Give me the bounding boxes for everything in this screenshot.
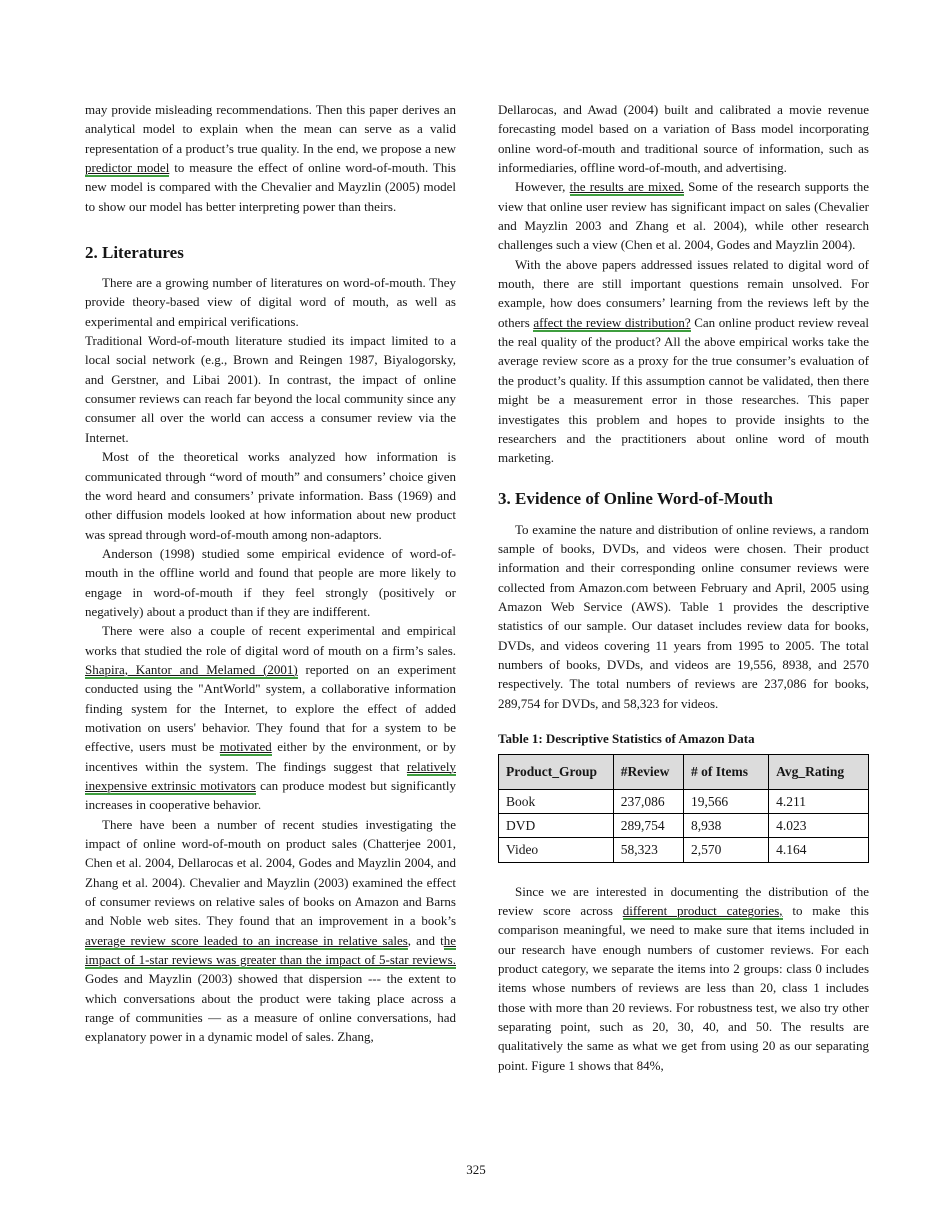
green-underline-phrase: average review score leaded to an increase in relative sales [85, 932, 408, 948]
green-underline-phrase: the results are mixed. [569, 179, 684, 195]
green-underline-phrase: different product categories, [622, 903, 783, 919]
table-header-cell: # of Items [683, 755, 768, 789]
paragraph [85, 100, 456, 216]
green-underline-phrase: he impact of 1-star reviews was greater than the impact of 5-star reviews. [85, 932, 456, 968]
paragraph [498, 177, 869, 254]
paragraph-text: There were also a couple of recent experimental and empirical works that studied the role of digital word of mouth on a firm’s sales. [85, 623, 456, 658]
paragraph-text: Since we are interested in documenting the distribution of the review score across [498, 883, 869, 919]
table-row [499, 838, 869, 862]
table-header-row [499, 755, 869, 789]
paragraph [85, 621, 456, 814]
paragraph: There are a growing number of literatures on word-of-mouth. They provide theory-based view of digital word of mouth, as well as experimental and empirical verifications. [85, 275, 456, 329]
paragraph [498, 255, 869, 468]
table-descriptive-statistics [498, 754, 869, 862]
section-heading-literatures: 2. Literatures [85, 243, 184, 263]
paragraph-text: reported on an experiment conducted using the "AntWorld" system, a collaborative information finding system for the Internet, to explore the effect of added motivation on users' behavior. They found that for a system to be effective, users must be [85, 661, 456, 755]
table-cell: DVD [499, 814, 614, 838]
right-column [498, 100, 869, 1075]
paragraph-text: may provide misleading recommendations. Then this paper derives an analytical model to explain when the mean can serve as a valid representation of a product’s true quality. In the end, we propose a new [85, 102, 456, 156]
green-underline-phrase: predictor model [85, 160, 170, 176]
table-cell: 4.164 [769, 838, 869, 862]
paragraph-text: However, [515, 179, 570, 195]
green-underline-phrase: Shapira, Kantor and Melamed (2001) [85, 661, 298, 677]
paragraph [498, 882, 869, 1075]
table-header-cell: Avg_Rating [769, 755, 869, 789]
table-row [499, 814, 869, 838]
paragraph: Dellarocas, and Awad (2004) built and calibrated a movie revenue forecasting model based on a variation of Bass model incorporating online word-of-mouth and traditional source of information, such as informediaries, offline word-of-mouth, and advertising. [498, 102, 869, 176]
table-cell: 2,570 [683, 838, 768, 862]
paragraph: Traditional Word-of-mouth literature studied its impact limited to a local social network (e.g., Brown and Reingen 1987, Biyalogorsky, and Gerstner, and Libai 2001). In contrast, the impact of online consumer reviews can reach far beyond the local community since any consumer all over the world can access a consumer review via the Internet. [85, 333, 456, 445]
paragraph-text: Godes and Mayzlin (2003) showed that dispersion --- the extent to which conversations about the product were taking place across a range of communities — as a measure of online conversations, had explanatory power in a dynamic model of sales. Zhang, [85, 971, 456, 1045]
paragraph: To examine the nature and distribution of online reviews, a random sample of books, DVDs, and videos were chosen. Their product information and their corresponding online consumer reviews were collected from Amazon.com between February and April, 2005 using Amazon Web Service (AWS). Table 1 provides the descriptive statistics of our sample. Our dataset includes review data for books, DVDs, and videos covering 11 years from 1995 to 2005. The total numbers of books, DVDs, and videos are 19,556, 8938, and 2570 respectively. The total numbers of reviews are 237,086 for books, 289,754 for DVDs, and 58,323 for videos. [498, 521, 869, 711]
paragraph-text: Some of the research supports the view that online user review has significant impact on sales (Chevalier and Mayzlin 2003 and Zhang et al. 2004), while other research challenges such a view (Chen et al. 2004, Godes and Mayzlin 2004). [498, 179, 870, 253]
green-underline-phrase: affect the review distribution? [533, 314, 691, 330]
paragraph: Most of the theoretical works analyzed how information is communicated through “word of mouth” and consumers’ choice given the word heard and consumers’ private information. Bass (1969) and other diffusion models looked at how information about new product was spread through word-of-mouth among non-adaptors. [85, 449, 456, 542]
table-cell: Book [499, 789, 614, 813]
paragraph-text: to measure the effect of online word-of-mouth. This new model is compared with the Chevalier and Mayzlin (2005) model to show our model has better interpreting power than theirs. [85, 160, 456, 214]
table-cell: 19,566 [683, 789, 768, 813]
paragraph-text: With the above papers addressed issues related to digital word of mouth, there are still important questions remain unsolved. For example, how does consumers’ learning from the reviews left by the others [498, 256, 869, 330]
paragraph-text: to make this comparison meaningful, we need to make sure that items included in our research have enough numbers of customer reviews. For each product category, we separate the items into 2 groups: class 0 includes items whose numbers of reviews are less than 20, class 1 includes those with more than 20 reviews. For robustness test, we also try other separating point, such as 20, 30, 40, and 50. The results are qualitatively the same as what we get from using 20 as our separating point. Figure 1 shows that 84%, [498, 903, 869, 1073]
table-cell: 8,938 [683, 814, 768, 838]
left-column [85, 100, 456, 1075]
paragraph-text: either by the environment, or by incentives within the system. The findings suggest that [85, 739, 456, 774]
table-cell: 4.211 [769, 789, 869, 813]
table-cell: Video [499, 838, 614, 862]
paragraph-text: , and t [407, 932, 444, 948]
table-cell: 4.023 [769, 814, 869, 838]
page-content [85, 100, 869, 1075]
paragraph-text: There have been a number of recent studies investigating the impact of online word-of-mouth on product sales (Chatterjee 2001, Chen et al. 2004, Dellarocas et al. 2004, Godes and Mayzlin 2004, and Zhang et al. 2004). Chevalier and Mayzlin (2003) examined the effect of consumer reviews on relative sales of books on Amazon and Barns and Noble web sites. They found that an improvement in a book’s [85, 816, 456, 929]
green-underline-phrase: motivated [219, 739, 272, 755]
table-header-cell: #Review [613, 755, 683, 789]
table-cell: 58,323 [613, 838, 683, 862]
table-cell: 289,754 [613, 814, 683, 838]
table-header-cell: Product_Group [499, 755, 614, 789]
paragraph-text: can produce modest but significantly increases in cooperative behavior. [85, 778, 457, 813]
paragraph: Anderson (1998) studied some empirical evidence of word-of-mouth in the offline world and found that people are more likely to engage in word-of-mouth if they feel strongly (positively or negatively) about a product than if they are indifferent. [85, 545, 456, 619]
green-underline-phrase: relatively inexpensive extrinsic motivators [85, 758, 456, 793]
table-caption: Table 1: Descriptive Statistics of Amazon Data [498, 730, 755, 746]
paragraph [85, 815, 456, 1047]
table-row [499, 789, 869, 813]
paragraph-text: Can online product review reveal the real quality of the product? All the above empirical works take the average review score as a proxy for the true consumer’s evaluation of the product’s quality. If this assumption cannot be validated, then there might be a measurement error in those researches. This paper investigates this problem and hopes to provide insights to the researchers and the practitioners about online word of mouth marketing. [498, 314, 869, 466]
table-cell: 237,086 [613, 789, 683, 813]
page-number: 325 [466, 1162, 486, 1177]
section-heading-evidence: 3. Evidence of Online Word-of-Mouth [498, 488, 773, 508]
